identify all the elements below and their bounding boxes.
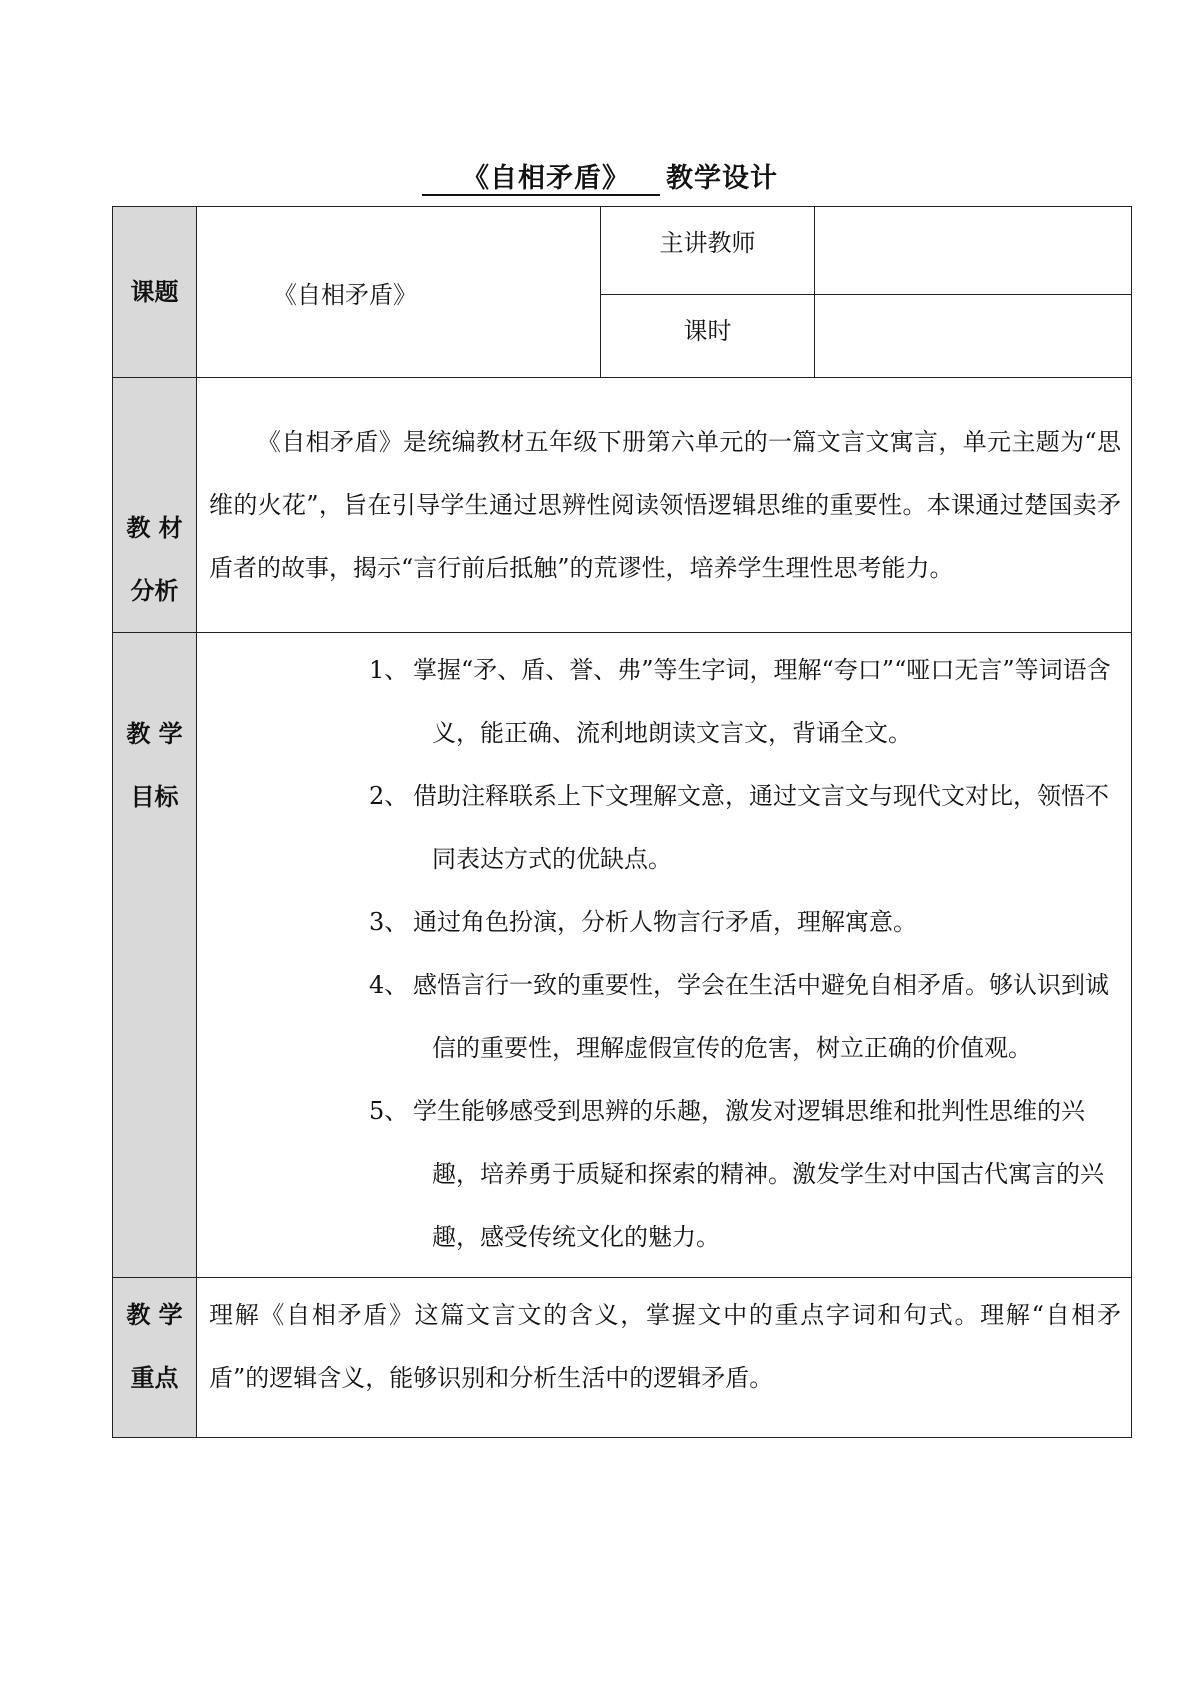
goals-list	[197, 633, 1131, 1277]
subject-value: 《自相矛盾》	[197, 207, 601, 378]
goal-text: 通过角色扮演，分析人物言行矛盾，理解寓意。	[413, 908, 917, 936]
goals-label-line2: 目标	[130, 783, 179, 811]
goal-number: 2、	[369, 782, 409, 810]
title-underline-blank	[630, 163, 660, 196]
goal-text: 借助注释联系上下文理解文意，通过文言文与现代文对比，领悟不同表达方式的优缺点。	[413, 782, 1109, 873]
key-points-label	[113, 1278, 197, 1438]
goal-number: 3、	[369, 908, 409, 936]
title-suffix: 教学设计	[666, 163, 778, 194]
goal-item	[197, 891, 1121, 954]
teacher-label: 主讲教师	[601, 207, 815, 295]
subject-label: 课题	[113, 207, 197, 378]
lesson-plan-table	[112, 206, 1132, 1438]
key-points-label-line2: 重点	[130, 1364, 179, 1392]
goal-item	[197, 1080, 1121, 1269]
analysis-label	[113, 378, 197, 633]
key-points-content	[197, 1278, 1132, 1438]
goals-label-line1: 教 学	[126, 720, 183, 748]
goal-number: 4、	[369, 971, 409, 999]
goal-number: 1、	[369, 656, 409, 684]
goals-content	[197, 633, 1132, 1278]
goal-item	[197, 954, 1121, 1080]
analysis-label-line1: 教 材	[126, 514, 183, 542]
goal-item	[197, 639, 1121, 765]
analysis-text: 《自相矛盾》是统编教材五年级下册第六单元的一篇文言文寓言，单元主题为“思维的火花”，旨在引导学生通过思辨性阅读领悟逻辑思维的重要性。本课通过楚国卖矛盾者的故事，揭示“言行前后抵触”的荒谬性，培养学生理性思考能力。	[209, 427, 1121, 582]
title-lesson-name: 《自相矛盾》	[462, 163, 630, 194]
goal-number: 5、	[369, 1097, 409, 1125]
goal-text: 感悟言行一致的重要性，学会在生活中避免自相矛盾。够认识到诚信的重要性，理解虚假宣传的危害，树立正确的价值观。	[413, 971, 1109, 1062]
period-value	[815, 295, 1132, 378]
goal-text: 学生能够感受到思辨的乐趣，激发对逻辑思维和批判性思维的兴趣，培养勇于质疑和探索的精神。激发学生对中国古代寓言的兴趣，感受传统文化的魅力。	[413, 1097, 1104, 1251]
analysis-content	[197, 378, 1132, 633]
goals-label	[113, 633, 197, 1278]
key-points-label-line1: 教 学	[126, 1301, 183, 1329]
document-title	[0, 156, 1200, 196]
goal-item	[197, 765, 1121, 891]
title-underline-blank	[422, 163, 462, 196]
analysis-label-line2: 分析	[130, 577, 179, 605]
goal-text: 掌握“矛、盾、誉、弗”等生字词，理解“夸口”“哑口无言”等词语含义，能正确、流利地朗读文言文，背诵全文。	[413, 656, 1111, 747]
period-label: 课时	[601, 295, 815, 378]
key-points-text: 理解《自相矛盾》这篇文言文的含义，掌握文中的重点字词和句式。理解“自相矛盾”的逻辑含义，能够识别和分析生活中的逻辑矛盾。	[209, 1301, 1121, 1392]
teacher-value	[815, 207, 1132, 295]
